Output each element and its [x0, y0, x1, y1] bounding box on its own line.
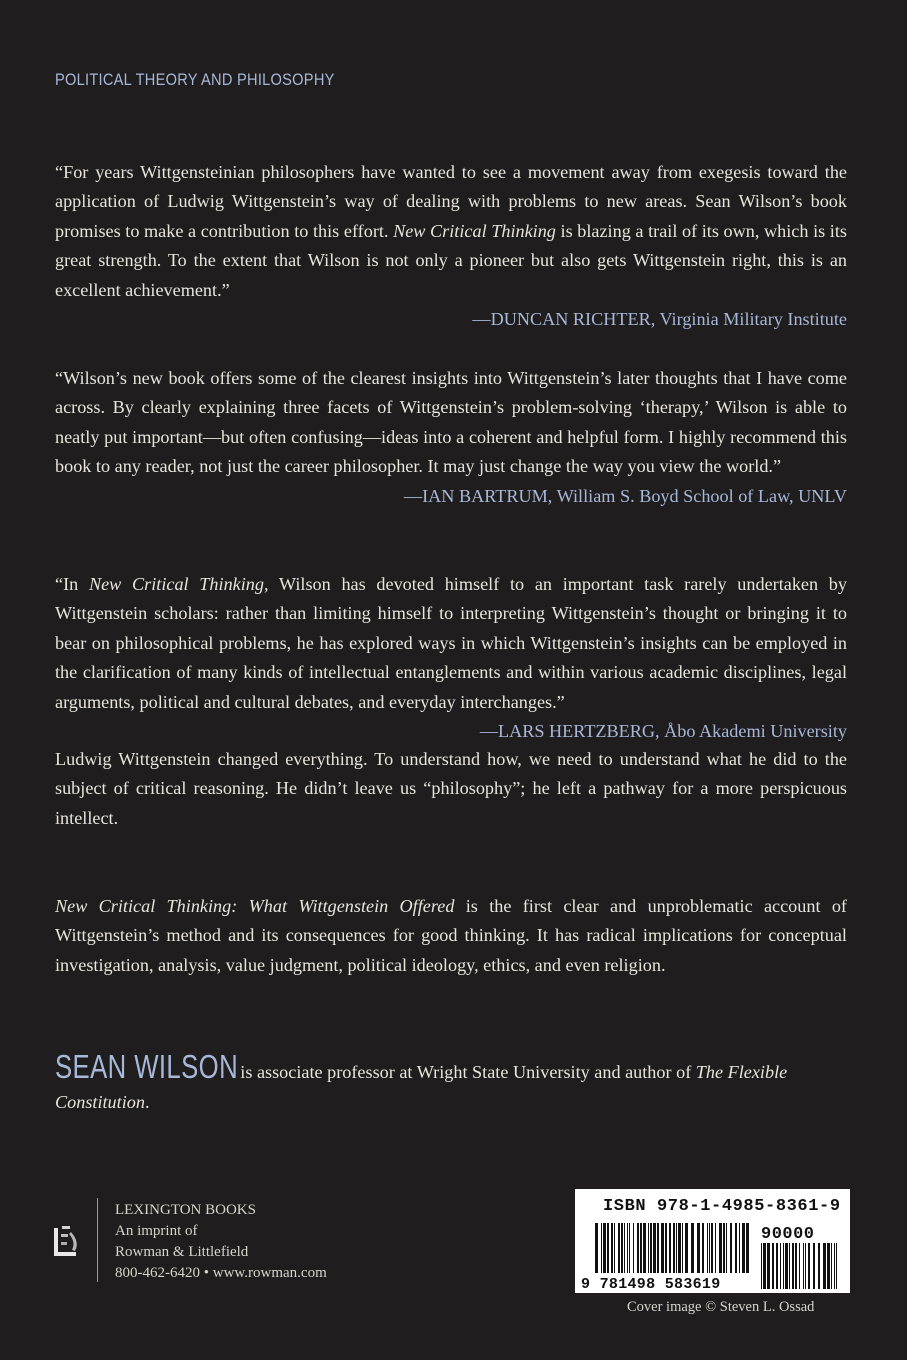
publisher-name: LEXINGTON BOOKS — [115, 1202, 256, 1218]
barcode-bar — [709, 1223, 710, 1273]
barcode-bar — [691, 1223, 694, 1273]
barcode-bar — [603, 1223, 606, 1273]
barcode-bar — [657, 1223, 659, 1273]
barcode-bar — [792, 1243, 794, 1289]
barcode-bar — [629, 1223, 630, 1273]
cover-image-credit: Cover image © Steven L. Ossad — [627, 1299, 815, 1315]
barcode-bar — [823, 1243, 826, 1289]
book-title-italic: New Critical Thinking — [393, 220, 556, 241]
barcode-bar — [726, 1223, 727, 1273]
ean-digits: 9 781498 583619 — [581, 1276, 721, 1293]
description-text: is the first clear and unproblematic account of Wittgenstein’s method and its consequences for good thinking. It has radical implications for conceptual investigation, analysis, value judgment, political ideology, ethics, and even religion. — [55, 896, 847, 975]
barcode-bar — [711, 1223, 713, 1273]
barcode-bar — [661, 1223, 664, 1273]
publisher-lines — [115, 1200, 327, 1284]
barcode-bar — [665, 1223, 667, 1273]
quote-text: “Wilson’s new book offers some of the clearest insights into Wittgenstein’s later thoughts that I have come across. By clearly explaining three facets of Wittgenstein’s problem-solving ‘therapy,’ Wilson is able to neatly put important—but often confusing—ideas into a coherent and helpful form. I highly recommend this book to any reader, not just the career philosopher. It may just change the way you view the world.” — [55, 368, 847, 477]
publisher-contact: 800-462-6420 • www.rowman.com — [115, 1265, 327, 1281]
barcode-bars — [575, 1189, 850, 1293]
quote-text: is blazing a trail of its own, which is its great strength. To the extent that Wilson is not only a pioneer but also gets Wittgenstein right, this is an excellent achievement.” — [55, 220, 847, 300]
barcode-bar — [707, 1223, 708, 1273]
barcode-bar — [682, 1223, 683, 1273]
category-label: POLITICAL THEORY AND PHILOSOPHY — [55, 70, 335, 89]
barcode-bar — [834, 1243, 835, 1289]
barcode-bar — [618, 1223, 620, 1273]
barcode-bar — [761, 1243, 762, 1289]
barcode-bar — [780, 1243, 781, 1289]
barcode-bar — [669, 1223, 671, 1273]
author-bio-text: is associate professor at Wright State University and author of — [235, 1062, 696, 1082]
publisher-parent: Rowman & Littlefield — [115, 1244, 249, 1260]
quote-text: “For years Wittgensteinian philosophers have wanted to see a movement away from exegesis toward the application of Ludwig Wittgenstein’s way of dealing with problems to new areas. Sean Wilson’s book promises to make a contribution to this effort. — [55, 162, 847, 241]
isbn-barcode — [575, 1189, 850, 1293]
barcode-bar — [818, 1243, 820, 1289]
barcode-bar — [789, 1243, 790, 1289]
barcode-bar — [776, 1243, 778, 1289]
barcode-bar — [808, 1243, 810, 1289]
barcode-bar — [607, 1223, 609, 1273]
barcode-bar — [730, 1223, 732, 1273]
barcode-bar — [643, 1223, 646, 1273]
blurb-richter — [55, 158, 847, 334]
author-book-title: The Flexible Constitution — [55, 1062, 788, 1112]
quote-text: “In — [55, 574, 89, 594]
barcode-bar — [648, 1223, 649, 1273]
attribution: —LARS HERTZBERG, Åbo Akademi University — [479, 721, 847, 742]
barcode-bar — [746, 1223, 749, 1273]
barcode-bar — [723, 1223, 725, 1273]
blurb-hertzberg — [55, 570, 847, 746]
barcode-bar — [614, 1223, 615, 1273]
barcode-bar — [685, 1223, 688, 1273]
barcode-bar — [763, 1243, 766, 1289]
publisher-imprint: An imprint of — [115, 1223, 198, 1239]
barcode-bar — [621, 1223, 623, 1273]
barcode-bar — [624, 1223, 625, 1273]
barcode-bar — [831, 1243, 832, 1289]
barcode-bar — [836, 1243, 837, 1289]
barcode-bar — [803, 1243, 804, 1289]
barcode-bar — [739, 1223, 740, 1273]
barcode-bar — [595, 1223, 598, 1273]
barcode-bar — [719, 1223, 722, 1273]
book-title-italic: New Critical Thinking: What Wittgenstein Offered — [55, 896, 455, 916]
barcode-bar — [702, 1223, 704, 1273]
attribution: —IAN BARTRUM, William S. Boyd School of Law, UNLV — [403, 485, 847, 506]
publisher-divider — [97, 1198, 98, 1282]
barcode-bar — [735, 1223, 737, 1273]
barcode-bar — [611, 1223, 613, 1273]
barcode-bar — [637, 1223, 639, 1273]
lexington-logo-icon — [50, 1224, 84, 1260]
addon-digits: 90000 — [761, 1225, 815, 1244]
barcode-bar — [742, 1223, 745, 1273]
barcode-bar — [795, 1243, 797, 1289]
barcode-bar — [783, 1243, 784, 1289]
description-paragraph-2 — [55, 892, 847, 980]
barcode-bar — [633, 1223, 634, 1273]
barcode-bar — [827, 1243, 830, 1289]
blurb-bartrum — [55, 364, 847, 511]
barcode-bar — [772, 1243, 774, 1289]
book-title-italic: New Critical Thinking, — [88, 574, 269, 594]
barcode-bar — [813, 1243, 815, 1289]
barcode-bar — [697, 1223, 700, 1273]
attribution: —DUNCAN RICHTER, Virginia Military Institute — [472, 309, 847, 330]
publisher-block — [50, 1198, 380, 1282]
barcode-bar — [767, 1243, 770, 1289]
barcode-bar — [650, 1223, 652, 1273]
barcode-bar — [601, 1223, 602, 1273]
barcode-bar — [799, 1243, 800, 1289]
author-bio: SEAN WILSON is associate professor at Wright State University and author of The Flexible Constitution. — [55, 1048, 788, 1112]
barcode-bar — [678, 1223, 681, 1273]
barcode-bar — [785, 1243, 788, 1289]
author-name: SEAN WILSON — [55, 1048, 239, 1085]
barcode-bar — [715, 1223, 716, 1273]
quote-text: Wilson has devoted himself to an important task rarely undertaken by Wittgenstein scholars: rather than limiting himself to interpreting Wittgenstein’s thought or bringing it to bear on philosophical problems, he has explored ways in which Wittgenstein’s insights can be employed in the clarification of many kinds of intellectual entanglements and within various academic disciplines, legal arguments, political and cultural debates, and everyday interchanges.” — [55, 574, 847, 712]
barcode-bar — [676, 1223, 677, 1273]
description-paragraph-1: Ludwig Wittgenstein changed everything. To understand how, we need to understand what he did to the subject of critical reasoning. He didn’t leave us “philosophy”; he left a pathway for a more perspicuous intellect. — [55, 749, 847, 828]
isbn-number: ISBN 978-1-4985-8361-9 — [603, 1197, 841, 1216]
barcode-bar — [653, 1223, 656, 1273]
barcode-bar — [627, 1223, 628, 1273]
barcode-bar — [640, 1223, 642, 1273]
barcode-bar — [673, 1223, 675, 1273]
barcode-bar — [805, 1243, 806, 1289]
